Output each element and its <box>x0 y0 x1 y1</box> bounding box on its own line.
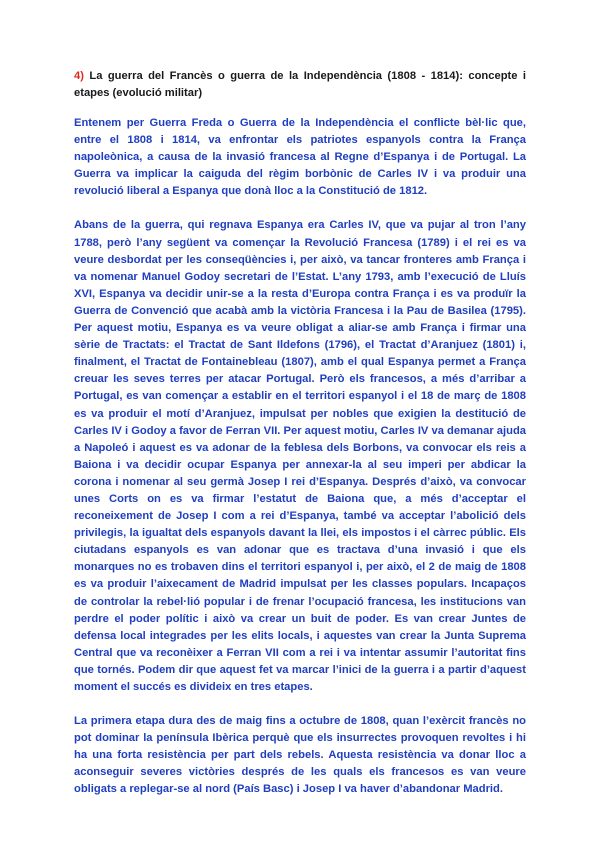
paragraph-definition: Entenem per Guerra Freda o Guerra de la Independència el conflicte bèl·lic que, entre el 1808 i 1814, va enfrontar els patriotes espanyols contra la França napoleònica, a causa de la invasió francesa al Regne d’Espanya i de Portugal. La Guerra va implicar la caiguda del règim borbònic de Carles IV i va produir una revolució liberal a Espanya que donà lloc a la Constitució de 1812. <box>74 117 526 198</box>
section-heading <box>74 68 526 102</box>
section-number: 4) <box>74 70 84 82</box>
document-page <box>74 68 526 816</box>
section-title: La guerra del Francès o guerra de la Independència (1808 - 1814): concepte i etapes (evolució militar) <box>74 70 527 99</box>
paragraph-first-stage: La primera etapa dura des de maig fins a octubre de 1808, quan l’exèrcit francès no pot dominar la península Ibèrica perquè que els insurrectes provoquen revoltes i hi ha una forta resistència per part dels rebels. Aquesta resistència va donar lloc a aconseguir severes victòries després de les quals els francesos es van veure obligats a replegar-se al nord (País Basc) i Josep I va haver d’abandonar Madrid. <box>74 715 526 796</box>
paragraph-background: Abans de la guerra, qui regnava Espanya era Carles IV, que va pujar al tron l’any 1788, però l’any següent va començar la Revolució Francesa (1789) i el rei es va veure desbordat per les conseqüències i, per això, va tancar fronteres amb França i va nomenar Manuel Godoy secretari de l’Estat. L’any 1793, amb l’execució de Lluís XVI, Espanya va decidir unir-se a la resta d’Europa contra França i es va produïr la Guerra de Convenció que acabà amb la victòria Francesa i la Pau de Basilea (1795). Per aquest motiu, Espanya es va veure obligat a aliar-se amb França i firmar una sèrie de Tractats: el Tractat de Sant Ildefons (1796), el Tractat d’Aranjuez (1801) i, finalment, el Tractat de Fontainebleau (1807), amb el qual Espanya permet a França creuar les seves terres per atacar Portugal. Però els francesos, a més d’arribar a Portugal, es van començar a establir en el territori espanyol i el 18 de març de 1808 es va produir el motí d’Aranjuez, impulsat per nobles que exigien la destitució de Carles IV i Godoy a favor de Ferran VII. Per aquest motiu, Carles IV va demanar ajuda a Napoleó i aquest es va adonar de la feblesa dels Borbons, va convocar els reis a Baiona i va decidir ocupar Espanya per annexar-la al seu imperi per abdicar la corona i nomenar al seu germà Josep I rei d’Espanya. Després d’això, va convocar unes Corts on es va firmar l’estatut de Baiona que, a més d’acceptar el reconeixement de Josep I com a rei d’Espanya, també va acceptar l’abolició dels privilegis, la igualtat dels espanyols davant la llei, els impostos i el càrrec públic. Els ciutadans espanyols es van adonar que es tractava d’una invasió i que els monarques no es trobaven dins el territori espanyol i, per això, el 2 de maig de 1808 es va produir l’aixecament de Madrid impulsat per les classes populars. Incapaços de controlar la rebel·lió popular i de frenar l’ocupació francesa, les institucions van perdre el poder polític i això va crear un buit de poder. Es van crear Juntes de defensa local integrades per les elits locals, i aquestes van crear la Junta Suprema Central que va reconèixer a Ferran VII com a rei i va intentar assumir l’autoritat fins que tornés. Podem dir que aquest fet va marcar l’inici de la guerra i a partir d’aquest moment el succés es divideix en tres etapes. <box>74 219 527 693</box>
